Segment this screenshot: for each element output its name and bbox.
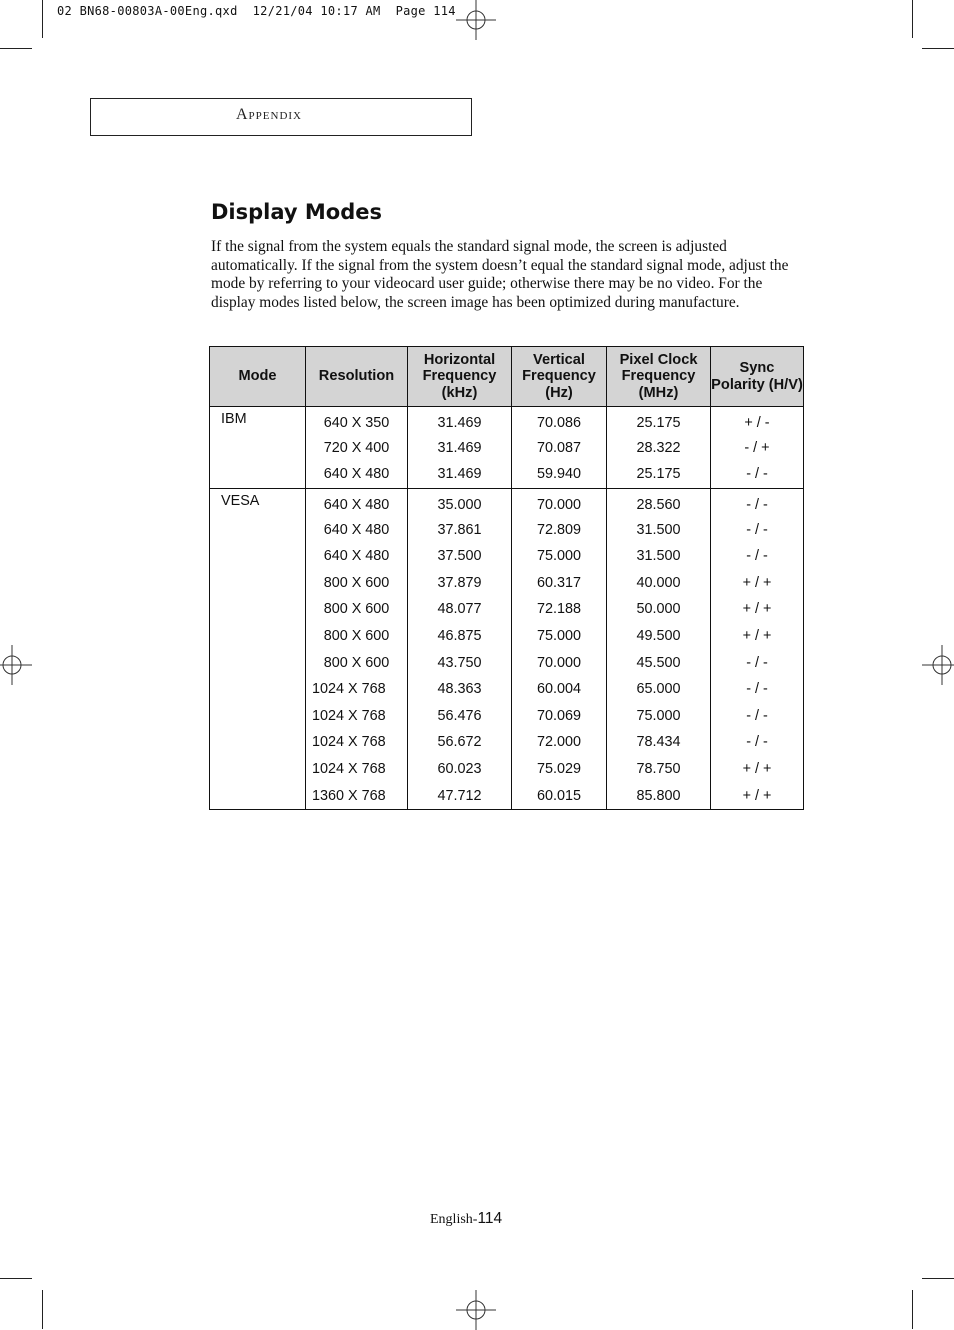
- cell-mode: [210, 435, 306, 462]
- cell-sync-polarity: + / +: [711, 623, 804, 650]
- table-row: [210, 516, 804, 543]
- cell-pixel-clock: 28.560: [607, 488, 711, 516]
- crop-mark-bottom-right-v: [912, 1290, 913, 1329]
- cell-mode: [210, 596, 306, 623]
- table-row: [210, 782, 804, 809]
- cell-vertical-frequency: 60.317: [512, 570, 607, 597]
- cell-vertical-frequency: 70.000: [512, 649, 607, 676]
- cell-pixel-clock: 85.800: [607, 782, 711, 809]
- cell-horizontal-frequency: 37.500: [408, 543, 512, 570]
- crop-mark-bottom-left-v: [42, 1290, 43, 1329]
- crop-mark-bottom-right-h: [922, 1278, 954, 1279]
- cell-resolution: 640 X 350: [306, 407, 408, 435]
- cell-mode: [210, 703, 306, 730]
- footer-prefix: English-: [430, 1212, 478, 1227]
- cell-resolution: 720 X 400: [306, 435, 408, 462]
- cell-pixel-clock: 50.000: [607, 596, 711, 623]
- cell-resolution: 800 X 600: [306, 649, 408, 676]
- cell-vertical-frequency: 70.000: [512, 488, 607, 516]
- cell-vertical-frequency: 59.940: [512, 461, 607, 488]
- cell-mode: [210, 570, 306, 597]
- cell-pixel-clock: 40.000: [607, 570, 711, 597]
- cell-vertical-frequency: 60.004: [512, 676, 607, 703]
- cell-resolution: 640 X 480: [306, 516, 408, 543]
- cell-pixel-clock: 75.000: [607, 703, 711, 730]
- cell-pixel-clock: 25.175: [607, 407, 711, 435]
- cell-sync-polarity: + / +: [711, 782, 804, 809]
- cell-sync-polarity: - / -: [711, 703, 804, 730]
- cell-mode: IBM: [210, 407, 306, 435]
- cell-pixel-clock: 31.500: [607, 516, 711, 543]
- table-row: [210, 756, 804, 783]
- cell-vertical-frequency: 70.069: [512, 703, 607, 730]
- display-modes-table: [209, 346, 804, 810]
- cell-sync-polarity: + / -: [711, 407, 804, 435]
- cell-horizontal-frequency: 48.077: [408, 596, 512, 623]
- cell-sync-polarity: - / -: [711, 729, 804, 756]
- registration-mark-left: [0, 645, 32, 685]
- cell-horizontal-frequency: 37.861: [408, 516, 512, 543]
- cell-horizontal-frequency: 47.712: [408, 782, 512, 809]
- cell-sync-polarity: - / +: [711, 435, 804, 462]
- table-row: [210, 570, 804, 597]
- page-number: 114: [477, 1210, 503, 1227]
- cell-horizontal-frequency: 37.879: [408, 570, 512, 597]
- table-row: [210, 407, 804, 435]
- cell-pixel-clock: 78.750: [607, 756, 711, 783]
- cell-vertical-frequency: 75.000: [512, 543, 607, 570]
- cell-horizontal-frequency: 43.750: [408, 649, 512, 676]
- cell-sync-polarity: - / -: [711, 461, 804, 488]
- table-row: [210, 676, 804, 703]
- table-row: [210, 649, 804, 676]
- cell-resolution: 1024 X 768: [306, 729, 408, 756]
- cell-horizontal-frequency: 60.023: [408, 756, 512, 783]
- cell-pixel-clock: 28.322: [607, 435, 711, 462]
- cell-sync-polarity: - / -: [711, 649, 804, 676]
- cell-pixel-clock: 65.000: [607, 676, 711, 703]
- cell-resolution: 1024 X 768: [306, 703, 408, 730]
- cell-mode: [210, 782, 306, 809]
- table-row: [210, 488, 804, 516]
- table-row: [210, 596, 804, 623]
- cell-pixel-clock: 45.500: [607, 649, 711, 676]
- print-slug: 02 BN68-00803A-00Eng.qxd 12/21/04 10:17 AM Page 114: [57, 4, 456, 18]
- cell-resolution: 800 X 600: [306, 570, 408, 597]
- table-row: [210, 461, 804, 488]
- header-mode: Mode: [210, 347, 306, 407]
- cell-horizontal-frequency: 31.469: [408, 461, 512, 488]
- table-row: [210, 703, 804, 730]
- table-row: [210, 543, 804, 570]
- cell-resolution: 800 X 600: [306, 623, 408, 650]
- cell-mode: [210, 516, 306, 543]
- cell-pixel-clock: 49.500: [607, 623, 711, 650]
- cell-vertical-frequency: 72.809: [512, 516, 607, 543]
- crop-mark-top-left-h: [0, 48, 32, 49]
- cell-sync-polarity: - / -: [711, 676, 804, 703]
- cell-mode: [210, 729, 306, 756]
- table-row: [210, 623, 804, 650]
- cell-vertical-frequency: 70.087: [512, 435, 607, 462]
- cell-mode: [210, 649, 306, 676]
- cell-resolution: 640 X 480: [306, 488, 408, 516]
- registration-mark-bottom: [456, 1290, 496, 1330]
- cell-resolution: 1024 X 768: [306, 756, 408, 783]
- crop-mark-top-left-v: [42, 0, 43, 38]
- table-header-row: [210, 347, 804, 407]
- cell-horizontal-frequency: 35.000: [408, 488, 512, 516]
- crop-mark-top-right-h: [922, 48, 954, 49]
- cell-mode: VESA: [210, 488, 306, 516]
- cell-pixel-clock: 25.175: [607, 461, 711, 488]
- page-footer: [430, 1210, 502, 1228]
- cell-sync-polarity: + / +: [711, 756, 804, 783]
- cell-resolution: 1360 X 768: [306, 782, 408, 809]
- cell-pixel-clock: 78.434: [607, 729, 711, 756]
- cell-horizontal-frequency: 56.476: [408, 703, 512, 730]
- cell-mode: [210, 461, 306, 488]
- cell-resolution: 800 X 600: [306, 596, 408, 623]
- cell-vertical-frequency: 72.000: [512, 729, 607, 756]
- cell-mode: [210, 756, 306, 783]
- cell-mode: [210, 623, 306, 650]
- cell-sync-polarity: + / +: [711, 596, 804, 623]
- registration-mark-top: [456, 0, 496, 40]
- header-vertical-frequency: Vertical Frequency (Hz): [512, 347, 607, 407]
- cell-sync-polarity: - / -: [711, 488, 804, 516]
- cell-mode: [210, 543, 306, 570]
- crop-mark-bottom-left-h: [0, 1278, 32, 1279]
- cell-sync-polarity: + / +: [711, 570, 804, 597]
- cell-vertical-frequency: 72.188: [512, 596, 607, 623]
- page-title: Display Modes: [211, 200, 382, 224]
- table-row: [210, 435, 804, 462]
- header-sync-polarity: Sync Polarity (H/V): [711, 347, 804, 407]
- cell-mode: [210, 676, 306, 703]
- cell-sync-polarity: - / -: [711, 543, 804, 570]
- intro-paragraph: If the signal from the system equals the standard signal mode, the screen is adjusted automatically. If the signal from the system doesn’t equal the standard signal mode, adjust the mode by referring to your videocard user guide; otherwise there may be no video. For the display modes listed below, the screen image has been optimized during manufacture.: [211, 238, 789, 311]
- header-horizontal-frequency: Horizontal Frequency (kHz): [408, 347, 512, 407]
- cell-pixel-clock: 31.500: [607, 543, 711, 570]
- table-body: [210, 407, 804, 810]
- header-resolution: Resolution: [306, 347, 408, 407]
- table-row: [210, 729, 804, 756]
- cell-resolution: 1024 X 768: [306, 676, 408, 703]
- cell-resolution: 640 X 480: [306, 543, 408, 570]
- cell-horizontal-frequency: 48.363: [408, 676, 512, 703]
- cell-horizontal-frequency: 31.469: [408, 435, 512, 462]
- cell-horizontal-frequency: 56.672: [408, 729, 512, 756]
- cell-horizontal-frequency: 46.875: [408, 623, 512, 650]
- cell-sync-polarity: - / -: [711, 516, 804, 543]
- cell-vertical-frequency: 75.029: [512, 756, 607, 783]
- cell-vertical-frequency: 70.086: [512, 407, 607, 435]
- cell-vertical-frequency: 75.000: [512, 623, 607, 650]
- crop-mark-top-right-v: [912, 0, 913, 38]
- registration-mark-right: [922, 645, 954, 685]
- header-pixel-clock: Pixel Clock Frequency (MHz): [607, 347, 711, 407]
- section-label: Appendix: [236, 106, 303, 123]
- cell-resolution: 640 X 480: [306, 461, 408, 488]
- cell-horizontal-frequency: 31.469: [408, 407, 512, 435]
- cell-vertical-frequency: 60.015: [512, 782, 607, 809]
